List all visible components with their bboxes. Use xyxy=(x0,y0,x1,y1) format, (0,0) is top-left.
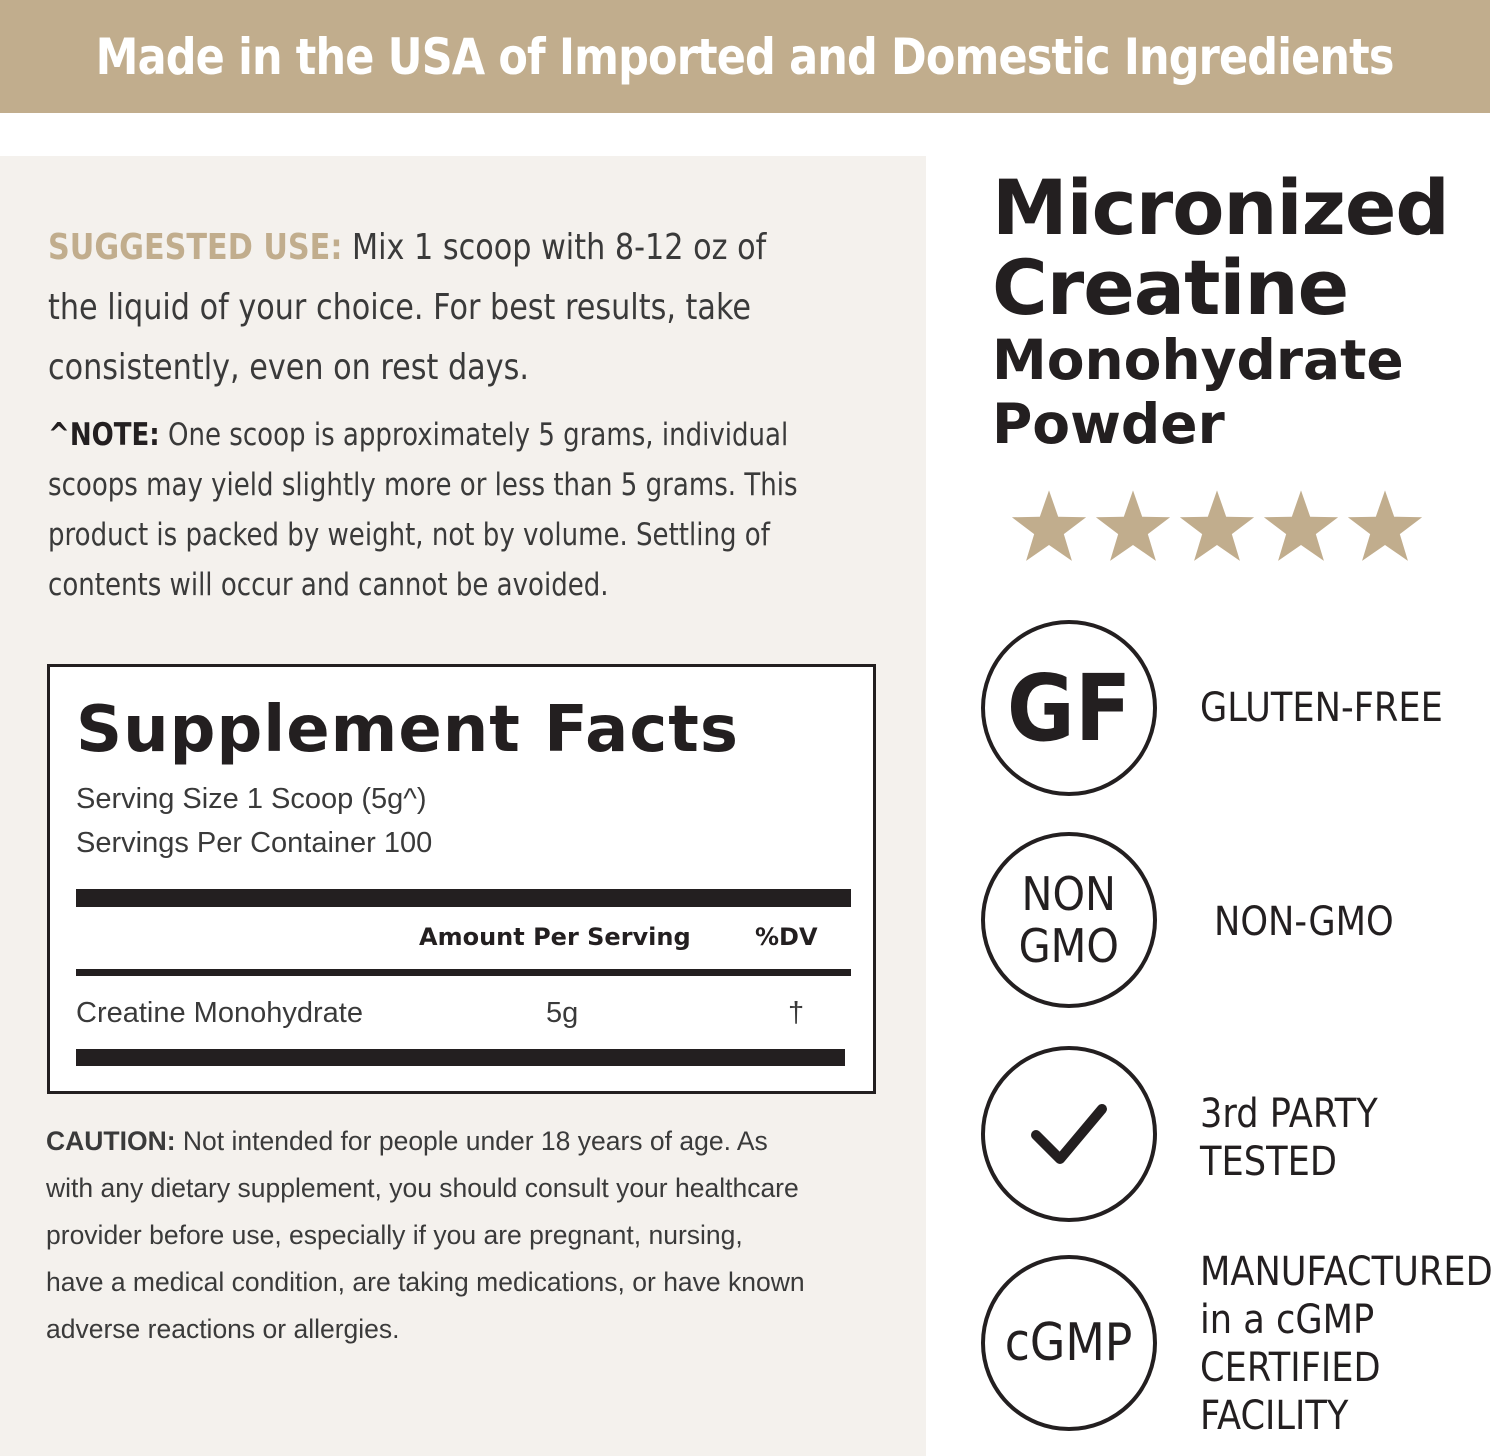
product-title-line-2: Creatine xyxy=(992,243,1349,332)
cgmp-badge-text: cGMP xyxy=(1005,1313,1133,1373)
product-title xyxy=(992,163,1449,456)
amount-per-serving-header: Amount Per Serving xyxy=(419,923,691,951)
star-rating xyxy=(1010,488,1424,566)
note-line-2: scoops may yield slightly more or less than 5 grams. This xyxy=(48,467,798,503)
bottom-divider xyxy=(76,1049,845,1066)
supplement-facts-title: Supplement Facts xyxy=(76,693,739,767)
suggested-use-line-1: Mix 1 scoop with 8-12 oz of xyxy=(342,227,767,268)
suggested-use-line-3: consistently, even on rest days. xyxy=(48,347,529,388)
ingredient-dv: † xyxy=(788,997,805,1029)
non-gmo-label-line-1: NON-GMO xyxy=(1214,899,1394,945)
servings-per-container: Servings Per Container 100 xyxy=(76,827,433,859)
non-gmo-badge-line-1: NON xyxy=(1021,867,1117,921)
star-icon xyxy=(1094,488,1172,566)
product-title-line-3: Monohydrate xyxy=(992,328,1404,392)
caution-line-4: have a medical condition, are taking medications, or have known xyxy=(46,1267,805,1297)
caution xyxy=(46,1118,906,1353)
caution-line-2: with any dietary supplement, you should consult your healthcare xyxy=(46,1173,799,1203)
banner-text: Made in the USA of Imported and Domestic Ingredients xyxy=(96,27,1394,86)
cgmp-badge xyxy=(981,1255,1157,1431)
note xyxy=(48,410,829,610)
suggested-use-label: SUGGESTED USE: xyxy=(48,227,343,268)
non-gmo-badge-line-2: GMO xyxy=(1018,919,1120,973)
caution-line-3: provider before use, especially if you are pregnant, nursing, xyxy=(46,1220,743,1250)
caution-line-5: adverse reactions or allergies. xyxy=(46,1314,400,1344)
cgmp-label-line-2: in a cGMP xyxy=(1200,1297,1375,1343)
star-icon xyxy=(1262,488,1340,566)
dv-header: %DV xyxy=(755,923,818,951)
gf-badge-text: GF xyxy=(1006,654,1132,762)
star-icon xyxy=(1346,488,1424,566)
serving-size: Serving Size 1 Scoop (5g^) xyxy=(76,783,427,815)
medium-divider xyxy=(76,969,851,976)
caution-label: CAUTION: xyxy=(46,1126,176,1156)
top-banner xyxy=(0,0,1490,113)
caution-line-1: Not intended for people under 18 years of age. As xyxy=(175,1126,768,1156)
cgmp-label-line-4: FACILITY xyxy=(1200,1393,1349,1439)
note-line-3: product is packed by weight, not by volume. Settling of xyxy=(48,517,770,553)
product-title-line-4: Powder xyxy=(992,392,1225,456)
third-party-tested-label-line-1: 3rd PARTY xyxy=(1200,1091,1378,1137)
ingredient-name: Creatine Monohydrate xyxy=(76,997,363,1029)
thick-divider xyxy=(76,889,851,907)
non-gmo-badge xyxy=(981,832,1157,1008)
suggested-use xyxy=(48,218,848,398)
gluten-free-label xyxy=(1200,684,1443,732)
third-party-tested-badge xyxy=(981,1046,1157,1222)
note-label: ^NOTE: xyxy=(48,417,160,453)
check-icon xyxy=(1024,1089,1114,1179)
cgmp-label-line-1: MANUFACTURED xyxy=(1200,1249,1493,1295)
star-icon xyxy=(1010,488,1088,566)
third-party-tested-label-line-2: TESTED xyxy=(1200,1139,1337,1185)
gluten-free-badge xyxy=(981,620,1157,796)
cgmp-label-line-3: CERTIFIED xyxy=(1200,1345,1381,1391)
third-party-tested-label xyxy=(1200,1090,1378,1186)
cgmp-label xyxy=(1200,1248,1493,1440)
star-icon xyxy=(1178,488,1256,566)
note-line-4: contents will occur and cannot be avoided. xyxy=(48,567,609,603)
supplement-facts-panel xyxy=(47,664,876,1094)
ingredient-amount: 5g xyxy=(546,997,579,1029)
gluten-free-label-line-1: GLUTEN-FREE xyxy=(1200,685,1443,731)
product-title-line-1: Micronized xyxy=(992,163,1449,252)
non-gmo-label xyxy=(1214,898,1394,946)
note-line-1: One scoop is approximately 5 grams, individual xyxy=(159,417,789,453)
suggested-use-line-2: the liquid of your choice. For best results, take xyxy=(48,287,751,328)
